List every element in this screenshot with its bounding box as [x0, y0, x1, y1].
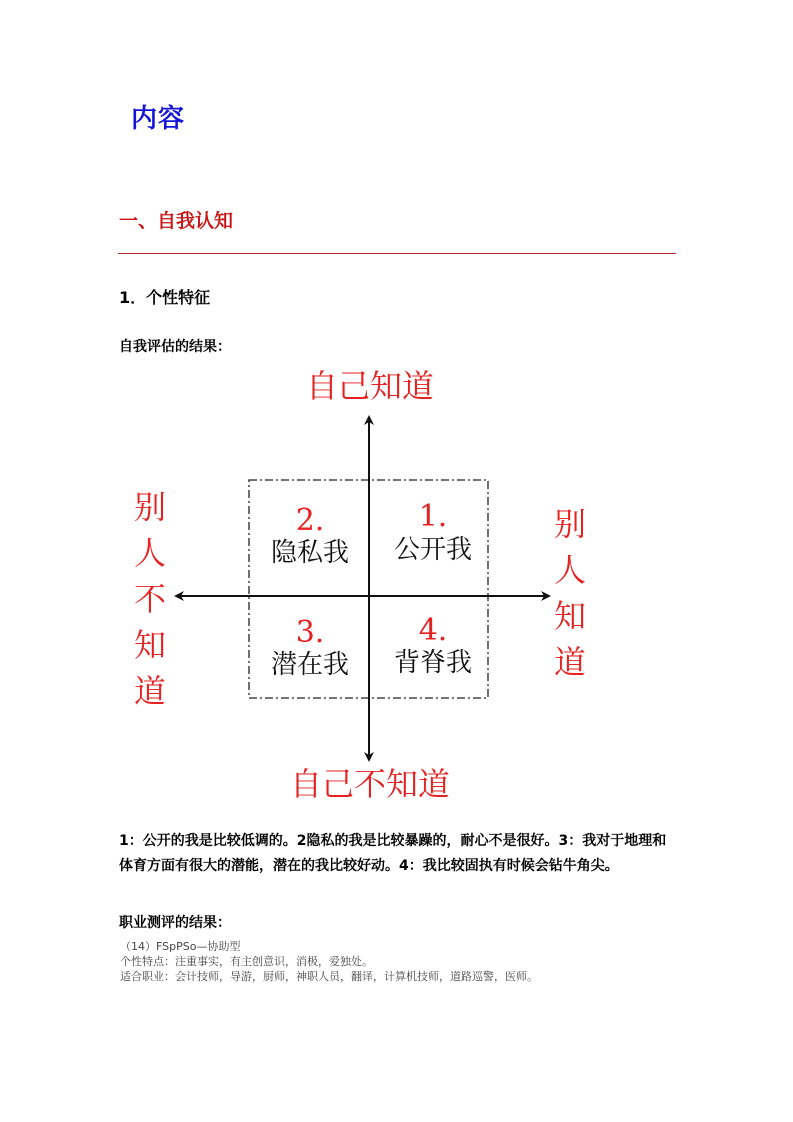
left-axis-label-char: 别 — [133, 488, 167, 526]
quadrant-2-name: 隐私我 — [270, 538, 350, 568]
career-traits-line: 个性特点：注重事实，有主创意识，消极，爱独处。 — [120, 955, 373, 968]
right-axis-label-char: 别 — [553, 505, 587, 543]
subsection-heading: 1．个性特征 — [119, 288, 211, 307]
self-eval-label: 自我评估的结果： — [119, 339, 231, 355]
left-axis-label-char: 不 — [133, 580, 167, 618]
top-axis-label: 自己知道 — [305, 367, 435, 405]
quadrant-2-number: 2. — [295, 503, 325, 538]
quadrant-1-name: 公开我 — [393, 535, 473, 565]
quadrant-3-number: 3. — [295, 615, 325, 650]
quadrant-1-number: 1. — [418, 499, 448, 534]
career-eval-label: 职业测评的结果： — [119, 915, 231, 931]
left-axis-label-char: 人 — [133, 534, 167, 572]
section-heading: 一、自我认知 — [119, 210, 234, 232]
right-axis-label-char: 道 — [553, 643, 587, 681]
page-title: 内容 — [131, 104, 186, 134]
left-axis-label-char: 知 — [133, 626, 167, 664]
self-eval-description: 1：公开的我是比较低调的。2隐私的我是比较暴躁的，耐心不是很好。3：我对于地理和体育方面有很大的潜能，潜在的我比较好动。4：我比较固执有时候会钻牛角尖。 — [119, 833, 667, 874]
career-result-block — [120, 939, 538, 984]
quadrant-4-name: 背脊我 — [393, 648, 473, 678]
right-axis-label-char: 知 — [553, 597, 587, 635]
quadrant-4-number: 4. — [418, 613, 448, 648]
career-type-line: （14）FSpPSo—协助型 — [120, 940, 241, 953]
right-axis-label-char: 人 — [553, 551, 587, 589]
bottom-axis-label: 自己不知道 — [289, 765, 451, 803]
career-jobs-line: 适合职业：会计技师，导游，厨师，神职人员，翻译，计算机技师，道路巡警，医师。 — [120, 970, 538, 983]
quadrant-3-name: 潜在我 — [270, 650, 350, 680]
left-axis-label-char: 道 — [133, 672, 167, 710]
